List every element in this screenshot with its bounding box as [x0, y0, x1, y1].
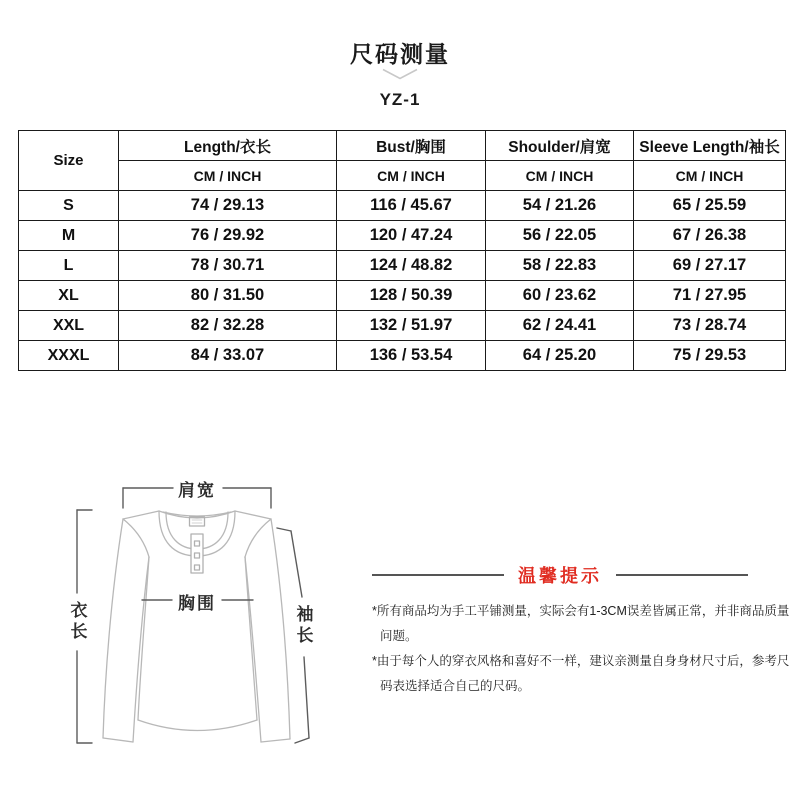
size-cell: L — [19, 251, 119, 281]
tips-header — [372, 562, 748, 588]
length-cell: 80 / 31.50 — [119, 281, 337, 311]
table-row — [19, 221, 786, 251]
table-row — [19, 191, 786, 221]
bust-cell: 116 / 45.67 — [337, 191, 486, 221]
sleeve-cell: 69 / 27.17 — [634, 251, 786, 281]
shoulder-width-label: 肩宽 — [178, 481, 216, 500]
sleeve-cell: 67 / 26.38 — [634, 221, 786, 251]
shoulder-cell: 60 / 23.62 — [486, 281, 634, 311]
col-header-length: Length/衣长 — [119, 131, 337, 161]
shirt-measurement-diagram — [45, 455, 375, 765]
table-row — [19, 251, 786, 281]
unit-sleeve: CM / INCH — [634, 161, 786, 191]
bust-cell: 132 / 51.97 — [337, 311, 486, 341]
tip-note: *由于每个人的穿衣风格和喜好不一样，建议亲测量自身身材尺寸后，参考尺码表选择适合自己的尺码。 — [372, 654, 790, 693]
sleeve-cell: 71 / 27.95 — [634, 281, 786, 311]
table-row — [19, 311, 786, 341]
shoulder-cell: 56 / 22.05 — [486, 221, 634, 251]
bust-cell: 136 / 53.54 — [337, 341, 486, 371]
model-code: YZ-1 — [379, 90, 421, 109]
bust-cell: 124 / 48.82 — [337, 251, 486, 281]
tips-title: 温馨提示 — [518, 566, 602, 586]
length-cell: 76 / 29.92 — [119, 221, 337, 251]
chevron-down-icon — [382, 68, 418, 86]
tips-section — [372, 562, 800, 699]
col-header-sleeve: Sleeve Length/袖长 — [634, 131, 786, 161]
table-header-row — [19, 131, 786, 161]
length-cell: 74 / 29.13 — [119, 191, 337, 221]
bust-cell: 128 / 50.39 — [337, 281, 486, 311]
page-title: 尺码测量 — [350, 41, 450, 67]
sleeve-cell: 73 / 28.74 — [634, 311, 786, 341]
col-header-size: Size — [19, 131, 119, 191]
bust-cell: 120 / 47.24 — [337, 221, 486, 251]
sleeve-length-label: 袖长 — [293, 605, 313, 647]
unit-shoulder: CM / INCH — [486, 161, 634, 191]
table-unit-row — [19, 161, 786, 191]
size-cell: XL — [19, 281, 119, 311]
size-cell: S — [19, 191, 119, 221]
shoulder-cell: 54 / 21.26 — [486, 191, 634, 221]
size-table — [18, 130, 786, 371]
length-cell: 84 / 33.07 — [119, 341, 337, 371]
table-row — [19, 341, 786, 371]
sleeve-cell: 65 / 25.59 — [634, 191, 786, 221]
tips-notes — [372, 599, 800, 699]
length-cell: 82 / 32.28 — [119, 311, 337, 341]
sleeve-cell: 75 / 29.53 — [634, 341, 786, 371]
col-header-bust: Bust/胸围 — [337, 131, 486, 161]
size-cell: M — [19, 221, 119, 251]
shoulder-cell: 64 / 25.20 — [486, 341, 634, 371]
divider-line-right — [616, 574, 748, 576]
table-row — [19, 281, 786, 311]
unit-length: CM / INCH — [119, 161, 337, 191]
bust-label: 胸围 — [178, 594, 216, 613]
shoulder-cell: 62 / 24.41 — [486, 311, 634, 341]
tip-note: *所有商品均为手工平铺测量，实际会有1-3CM误差皆属正常，并非商品质量问题。 — [372, 604, 790, 643]
divider-line-left — [372, 574, 504, 576]
garment-length-label: 衣长 — [67, 601, 87, 643]
col-header-shoulder: Shoulder/肩宽 — [486, 131, 634, 161]
shoulder-cell: 58 / 22.83 — [486, 251, 634, 281]
unit-bust: CM / INCH — [337, 161, 486, 191]
length-cell: 78 / 30.71 — [119, 251, 337, 281]
size-cell: XXL — [19, 311, 119, 341]
size-cell: XXXL — [19, 341, 119, 371]
